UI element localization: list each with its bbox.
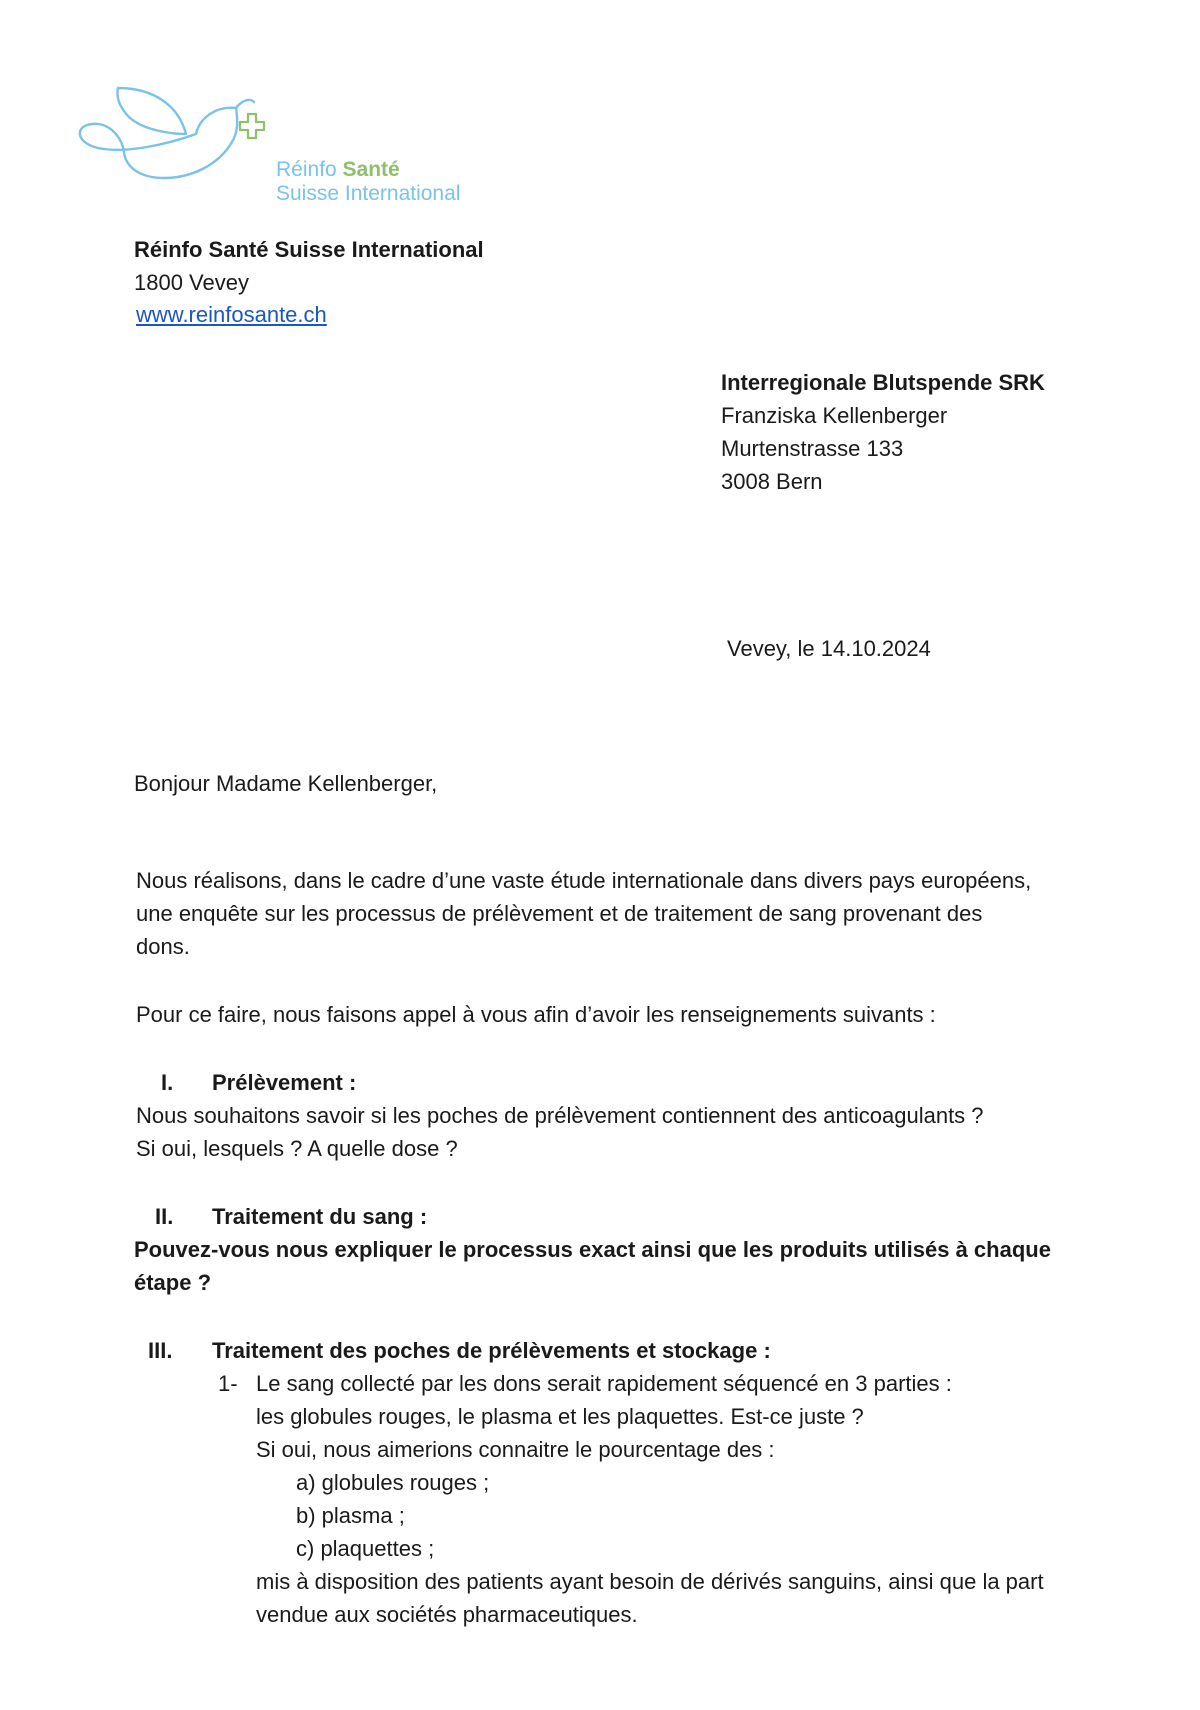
intro-line-3: dons. xyxy=(136,934,190,959)
section-3-line-4: mis à disposition des patients ayant besoin de dérivés sanguins, ainsi que la part xyxy=(256,1569,1044,1594)
section-2-line-1: Pouvez-vous nous expliquer le processus exact ainsi que les produits utilisés à chaque xyxy=(134,1237,1051,1262)
section-2-title: Traitement du sang : xyxy=(212,1204,428,1229)
section-3-line-5: vendue aux sociétés pharmaceutiques. xyxy=(256,1602,638,1627)
sender-name: Réinfo Santé Suisse International xyxy=(134,237,484,262)
section-2-line-2: étape ? xyxy=(134,1270,212,1295)
sender-city: 1800 Vevey xyxy=(134,270,249,295)
section-1-line-1: Nous souhaitons savoir si les poches de prélèvement contiennent des anticoagulants ? xyxy=(136,1103,984,1128)
recipient-street: Murtenstrasse 133 xyxy=(721,436,904,461)
website-link[interactable]: www.reinfosante.ch xyxy=(136,302,327,327)
recipient-person: Franziska Kellenberger xyxy=(721,403,948,428)
section-3-sub-a: a) globules rouges ; xyxy=(296,1470,490,1495)
section-3-line-1: Le sang collecté par les dons serait rapidement séquencé en 3 parties : xyxy=(256,1371,952,1396)
request-line: Pour ce faire, nous faisons appel à vous afin d’avoir les renseignements suivants : xyxy=(136,1002,936,1027)
section-3-sub-b: b) plasma ; xyxy=(296,1503,405,1528)
recipient-city: 3008 Bern xyxy=(721,469,823,494)
intro-line-2: une enquête sur les processus de prélèvement et de traitement de sang provenant des xyxy=(136,901,983,926)
logo-name-line2: Suisse International xyxy=(276,182,461,205)
section-3-sub-c: c) plaquettes ; xyxy=(296,1536,435,1561)
section-3-number: III. xyxy=(148,1338,173,1363)
sender-website-container xyxy=(136,298,327,331)
section-1-title: Prélèvement : xyxy=(212,1070,357,1095)
section-3-title: Traitement des poches de prélèvements et stockage : xyxy=(212,1338,771,1363)
logo-name-line1: Réinfo Santé xyxy=(276,158,400,181)
section-1-line-2: Si oui, lesquels ? A quelle dose ? xyxy=(136,1136,458,1161)
section-1-number: I. xyxy=(161,1070,174,1095)
section-3-line-2: les globules rouges, le plasma et les plaquettes. Est-ce juste ? xyxy=(256,1404,864,1429)
cross-icon xyxy=(240,114,264,138)
date-line: Vevey, le 14.10.2024 xyxy=(727,636,931,661)
greeting: Bonjour Madame Kellenberger, xyxy=(134,771,438,796)
dove-logo-icon xyxy=(78,86,278,196)
intro-line-1: Nous réalisons, dans le cadre d’une vaste étude internationale dans divers pays européens, xyxy=(136,868,1032,893)
recipient-org: Interregionale Blutspende SRK xyxy=(721,370,1045,395)
section-3-line-3: Si oui, nous aimerions connaitre le pourcentage des : xyxy=(256,1437,775,1462)
logo xyxy=(78,86,488,211)
section-3-item-number: 1- xyxy=(218,1371,238,1396)
section-2-number: II. xyxy=(155,1204,174,1229)
